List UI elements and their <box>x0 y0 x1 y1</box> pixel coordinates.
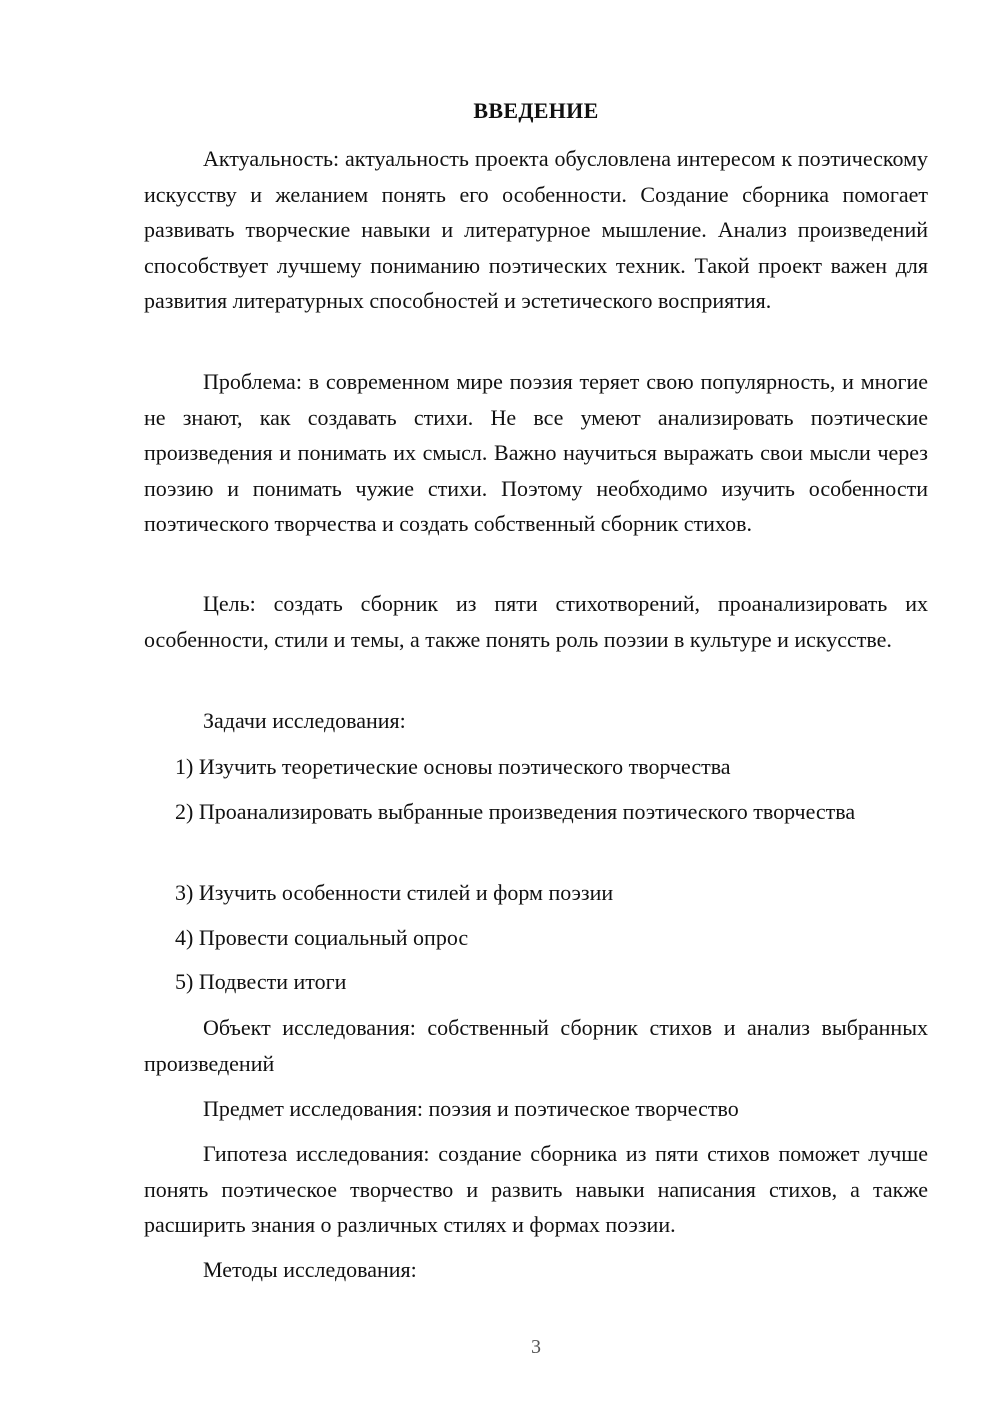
task-item-4: 4) Провести социальный опрос <box>175 925 469 950</box>
methods-title: Методы исследования: <box>203 1257 417 1282</box>
paragraph-hypothesis: Гипотеза исследования: создание сборника из пяти стихов поможет лучше понять поэтическое творчество и развить навыки написания стихов, а также расширить знания о различных стилях и формах поэзии. <box>144 1141 928 1237</box>
page-number: 3 <box>531 1336 541 1358</box>
paragraph-relevance: Актуальность: актуальность проекта обусловлена интересом к поэтическому искусству и желанием понять его особенности. Создание сборника помогает развивать творческие навыки и литературное мышление. Анализ произведений способствует лучшему пониманию поэтических техник. Такой проект важен для развития литературных способностей и эстетического восприятия. <box>144 146 928 313</box>
task-item-1: 1) Изучить теоретические основы поэтического творчества <box>175 754 731 779</box>
section-heading: ВВЕДЕНИЕ <box>473 98 599 123</box>
task-item-2: 2) Проанализировать выбранные произведения поэтического творчества <box>175 799 856 824</box>
paragraph-subject: Предмет исследования: поэзия и поэтическое творчество <box>203 1096 739 1121</box>
task-item-5: 5) Подвести итоги <box>175 969 347 994</box>
paragraph-object: Объект исследования: собственный сборник стихов и анализ выбранных произведений <box>144 1015 928 1076</box>
tasks-title: Задачи исследования: <box>203 708 406 733</box>
paragraph-goal: Цель: создать сборник из пяти стихотворений, проанализировать их особенности, стили и темы, а также понять роль поэзии в культуре и искусстве. <box>144 591 928 652</box>
paragraph-problem: Проблема: в современном мире поэзия теряет свою популярность, и многие не знают, как создавать стихи. Не все умеют анализировать поэтические произведения и понимать их смысл. Важно научиться выражать свои мысли через поэзию и понимать чужие стихи. Поэтому необходимо изучить особенности поэтического творчества и создать собственный сборник стихов. <box>144 369 928 536</box>
task-item-3: 3) Изучить особенности стилей и форм поэзии <box>175 880 614 905</box>
